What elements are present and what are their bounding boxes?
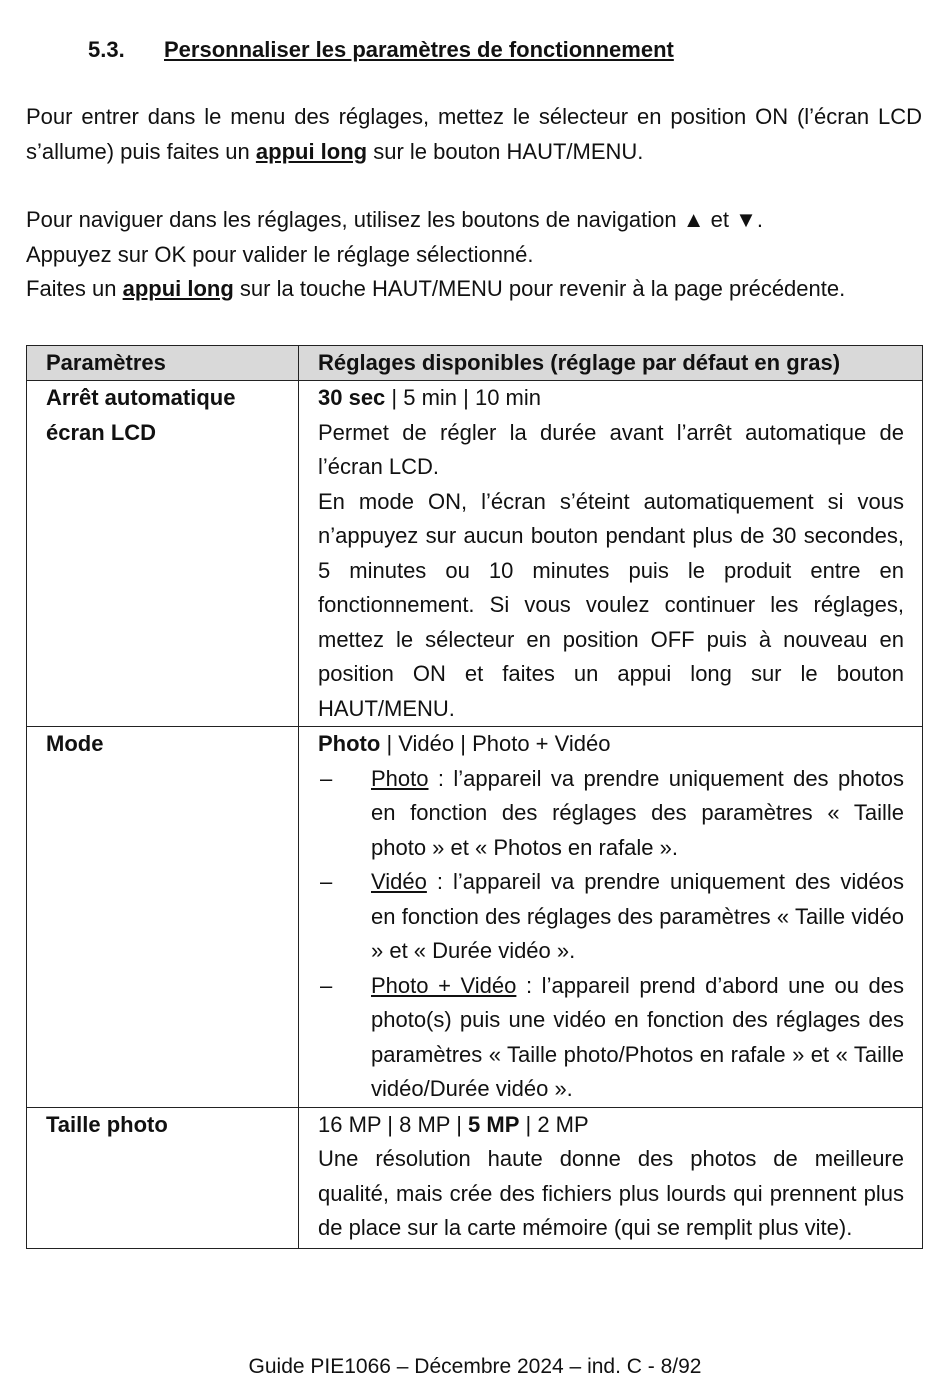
mode-list [318, 762, 904, 1107]
settings-cell [299, 381, 923, 727]
intro-paragraph-3: Appuyez sur OK pour valider le réglage sélectionné. [26, 241, 534, 267]
param-cell: Arrêt automatique écran LCD [27, 381, 299, 727]
description: En mode ON, l’écran s’éteint automatiquement si vous n’appuyez sur aucun bouton pendant plus de 30 secondes, 5 minutes ou 10 minutes puis le produit entre en fonctionnement. Si vous voulez continuer les réglages, mettez le sélecteur en position OFF puis à nouveau en position ON et faites un appui long sur le bouton HAUT/MENU. [318, 488, 904, 721]
header-reglages: Réglages disponibles (réglage par défaut en gras) [299, 345, 923, 381]
list-item: – Photo : l’appareil va prendre uniquement des photos en fonction des réglages des paramètres « Taille photo » et « Photos en rafale ». [320, 765, 904, 860]
intro-paragraph-2: Pour naviguer dans les réglages, utilisez les boutons de navigation ▲ et ▼. [26, 207, 763, 232]
settings-cell [299, 1107, 923, 1248]
description: Permet de régler la durée avant l’arrêt automatique de l’écran LCD. [318, 419, 904, 479]
section-title: Personnaliser les paramètres de fonctionnement [164, 37, 674, 62]
table-row [27, 727, 923, 1108]
intro-paragraph-1: Pour entrer dans le menu des réglages, mettez le sélecteur en position ON (l’écran LCD s’allume) puis faites un appui long sur le bouton HAUT/MENU. [26, 104, 922, 164]
description: Une résolution haute donne des photos de meilleure qualité, mais crée des fichiers plus lourds qui prennent plus de place sur la carte mémoire (qui se remplit plus vite). [318, 1146, 904, 1240]
section-number: 5.3. [88, 37, 125, 62]
emphasis-appui-long: appui long [255, 138, 368, 164]
emphasis-appui-long-2: appui long [122, 276, 234, 301]
options-line: Photo | Vidéo | Photo + Vidéo [318, 731, 611, 756]
options-line: 30 sec | 5 min | 10 min [318, 385, 542, 410]
page-footer: Guide PIE1066 – Décembre 2024 – ind. C - 8/92 [248, 1355, 702, 1378]
document-page [26, 28, 922, 1249]
param-cell: Taille photo [27, 1107, 299, 1248]
list-item: – Photo + Vidéo : l’appareil prend d’abord une ou des photo(s) puis une vidéo en fonction des réglages des paramètres « Taille photo/Photos en rafale » et « Taille vidéo/Durée vidéo ». [320, 972, 904, 1101]
navigation-instructions [26, 203, 922, 307]
list-item: – Vidéo : l’appareil va prendre uniquement des vidéos en fonction des réglages des paramètres « Taille vidéo » et « Durée vidéo ». [320, 869, 904, 963]
settings-cell [299, 727, 923, 1108]
options-line: 16 MP | 8 MP | 5 MP | 2 MP [318, 1111, 589, 1137]
param-cell: Mode [27, 727, 299, 1108]
table-row [27, 1107, 923, 1248]
header-parametres: Paramètres [27, 345, 299, 381]
section-heading [88, 28, 922, 72]
settings-table [26, 345, 923, 1249]
table-header-row [27, 345, 923, 381]
table-row [27, 381, 923, 727]
intro-paragraph-4: Faites un appui long sur la touche HAUT/MENU pour revenir à la page précédente. [26, 276, 846, 301]
